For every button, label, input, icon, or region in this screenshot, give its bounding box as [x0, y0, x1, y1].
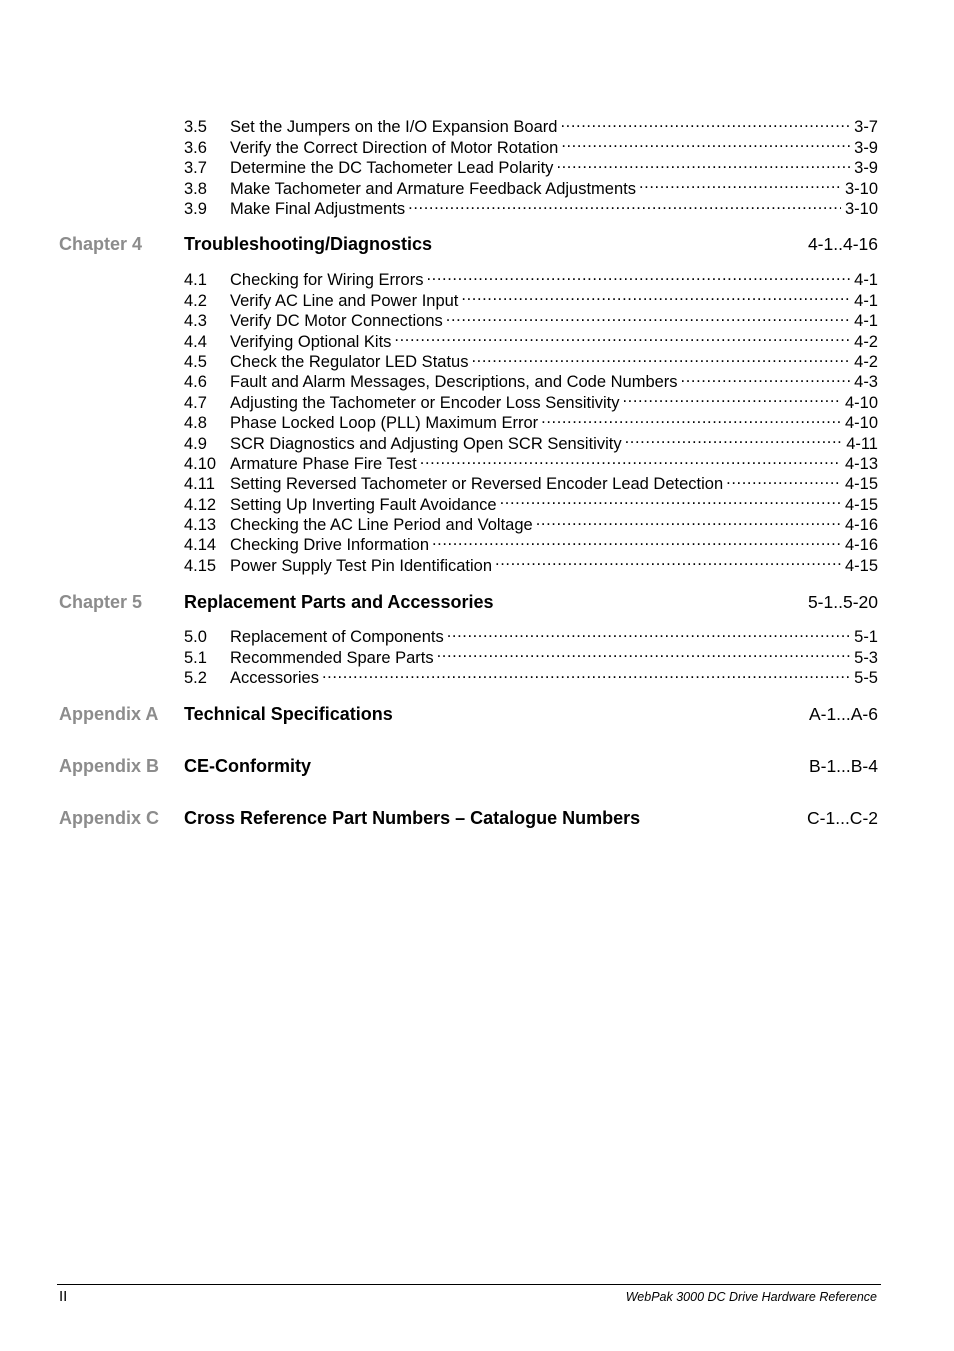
entry-page: 4-10 [844, 393, 878, 412]
entry-page: 4-16 [844, 516, 878, 535]
entry-title: Replacement of Components [230, 628, 444, 647]
appendix-label: Appendix A [59, 704, 159, 724]
dot-leader [625, 428, 843, 448]
dot-leader [446, 306, 850, 326]
dot-leader [556, 153, 850, 173]
entry-page: 4-11 [846, 434, 878, 453]
dot-leader [726, 469, 841, 489]
entry-page: 3-9 [854, 159, 878, 178]
dot-leader [622, 387, 840, 407]
toc-entry[interactable] [184, 622, 878, 647]
dot-leader [447, 622, 850, 642]
entry-title: Accessories [230, 669, 319, 688]
dot-leader [500, 489, 841, 509]
toc-entry[interactable] [184, 112, 878, 137]
entry-title: Fault and Alarm Messages, Descriptions, and Code Numbers [230, 373, 678, 392]
entry-title: SCR Diagnostics and Adjusting Open SCR Sensitivity [230, 434, 622, 453]
appendix-c-heading [59, 808, 878, 832]
entry-number: 4.15 [184, 556, 217, 575]
entry-number: 3.8 [184, 179, 207, 198]
entry-title: Checking Drive Information [230, 536, 429, 555]
chapter-5-entries [184, 622, 878, 688]
entry-page: 5-1 [854, 628, 878, 647]
chapter-page-range: 4-1..4-16 [807, 234, 878, 254]
dot-leader [408, 194, 841, 214]
entry-page: 4-10 [844, 414, 878, 433]
entry-number: 4.8 [184, 414, 207, 433]
dot-leader [322, 663, 850, 683]
entry-title: Determine the DC Tachometer Lead Polarity [230, 159, 554, 178]
entry-number: 4.2 [184, 291, 207, 310]
entry-number: 4.4 [184, 332, 207, 351]
entry-title: Make Tachometer and Armature Feedback Adjustments [230, 179, 636, 198]
entry-page: 4-3 [854, 373, 878, 392]
entry-number: 3.6 [184, 138, 207, 157]
dot-leader [394, 326, 850, 346]
entry-number: 4.12 [184, 495, 217, 514]
entry-number: 4.9 [184, 434, 207, 453]
entry-page: 4-2 [854, 332, 878, 351]
entry-page: 5-5 [854, 669, 878, 688]
entry-number: 3.7 [184, 159, 207, 178]
entry-page: 4-16 [844, 536, 878, 555]
entry-number: 4.13 [184, 516, 217, 535]
entry-title: Adjusting the Tachometer or Encoder Loss Sensitivity [230, 393, 620, 412]
dot-leader [461, 285, 850, 305]
entry-number: 4.1 [184, 271, 207, 290]
entry-page: 4-13 [844, 454, 878, 473]
entry-number: 4.3 [184, 312, 207, 331]
appendix-a-heading [59, 704, 878, 728]
section-3-entries [184, 112, 878, 218]
dot-leader [495, 550, 841, 570]
chapter-title: Replacement Parts and Accessories [184, 592, 494, 612]
entry-page: 3-10 [844, 179, 878, 198]
dot-leader [420, 449, 841, 469]
entry-page: 4-2 [854, 352, 878, 371]
chapter-5-heading [59, 592, 878, 616]
chapter-title: Troubleshooting/Diagnostics [184, 234, 433, 254]
entry-number: 4.7 [184, 393, 207, 412]
entry-title: Check the Regulator LED Status [230, 352, 469, 371]
entry-title: Phase Locked Loop (PLL) Maximum Error [230, 414, 539, 433]
entry-title: Checking the AC Line Period and Voltage [230, 516, 533, 535]
footer-page-number: II [59, 1288, 68, 1305]
chapter-label: Chapter 4 [59, 234, 143, 254]
entry-number: 3.9 [184, 199, 207, 218]
appendix-title: Technical Specifications [184, 704, 393, 724]
dot-leader [471, 347, 850, 367]
entry-title: Make Final Adjustments [230, 199, 406, 218]
entry-number: 4.14 [184, 536, 217, 555]
dot-leader [560, 112, 850, 132]
entry-number: 5.2 [184, 669, 207, 688]
dot-leader [639, 173, 841, 193]
entry-title: Checking for Wiring Errors [230, 271, 424, 290]
appendix-page-range: B-1...B-4 [808, 756, 878, 776]
entry-page: 4-15 [844, 475, 878, 494]
entry-number: 4.6 [184, 373, 207, 392]
entry-title: Setting Up Inverting Fault Avoidance [230, 495, 497, 514]
entry-page: 3-7 [854, 118, 878, 137]
appendix-label: Appendix C [59, 808, 160, 828]
appendix-title: CE-Conformity [184, 756, 311, 776]
entry-number: 5.0 [184, 628, 207, 647]
toc-entry[interactable] [184, 265, 878, 290]
entry-title: Set the Jumpers on the I/O Expansion Board [230, 118, 558, 137]
entry-title: Verify DC Motor Connections [230, 312, 443, 331]
entry-title: Power Supply Test Pin Identification [230, 556, 493, 575]
appendix-page-range: A-1...A-6 [808, 704, 878, 724]
entry-page: 3-10 [844, 199, 878, 218]
dot-leader [561, 132, 850, 152]
entry-title: Recommended Spare Parts [230, 648, 434, 667]
entry-page: 5-3 [854, 648, 878, 667]
dot-leader [437, 642, 851, 662]
chapter-4-heading [59, 234, 878, 258]
entry-title: Armature Phase Fire Test [230, 454, 417, 473]
entry-page: 4-1 [854, 312, 878, 331]
entry-page: 4-15 [844, 495, 878, 514]
entry-title: Verify the Correct Direction of Motor Rotation [230, 138, 559, 157]
appendix-page-range: C-1...C-2 [807, 808, 878, 828]
dot-leader [681, 367, 851, 387]
entry-title: Verify AC Line and Power Input [230, 291, 459, 310]
entry-number: 4.10 [184, 454, 217, 473]
entry-number: 4.11 [184, 475, 215, 494]
entry-number: 3.5 [184, 118, 207, 137]
entry-page: 4-1 [854, 291, 878, 310]
footer-divider [57, 1284, 881, 1285]
dot-leader [536, 510, 841, 530]
dot-leader [426, 265, 850, 285]
entry-page: 3-9 [854, 138, 878, 157]
chapter-page-range: 5-1..5-20 [807, 592, 878, 612]
entry-page: 4-15 [844, 556, 878, 575]
appendix-label: Appendix B [59, 756, 160, 776]
entry-number: 5.1 [184, 648, 207, 667]
chapter-4-entries [184, 265, 878, 575]
chapter-label: Chapter 5 [59, 592, 143, 612]
entry-number: 4.5 [184, 352, 207, 371]
appendix-b-heading [59, 756, 878, 780]
dot-leader [541, 408, 841, 428]
dot-leader [432, 530, 841, 550]
entry-title: Verifying Optional Kits [230, 332, 392, 351]
entry-page: 4-1 [854, 271, 878, 290]
appendix-title: Cross Reference Part Numbers – Catalogue Numbers [184, 808, 641, 828]
footer-document-title: WebPak 3000 DC Drive Hardware Reference [625, 1290, 877, 1304]
entry-title: Setting Reversed Tachometer or Reversed Encoder Lead Detection [230, 475, 724, 494]
